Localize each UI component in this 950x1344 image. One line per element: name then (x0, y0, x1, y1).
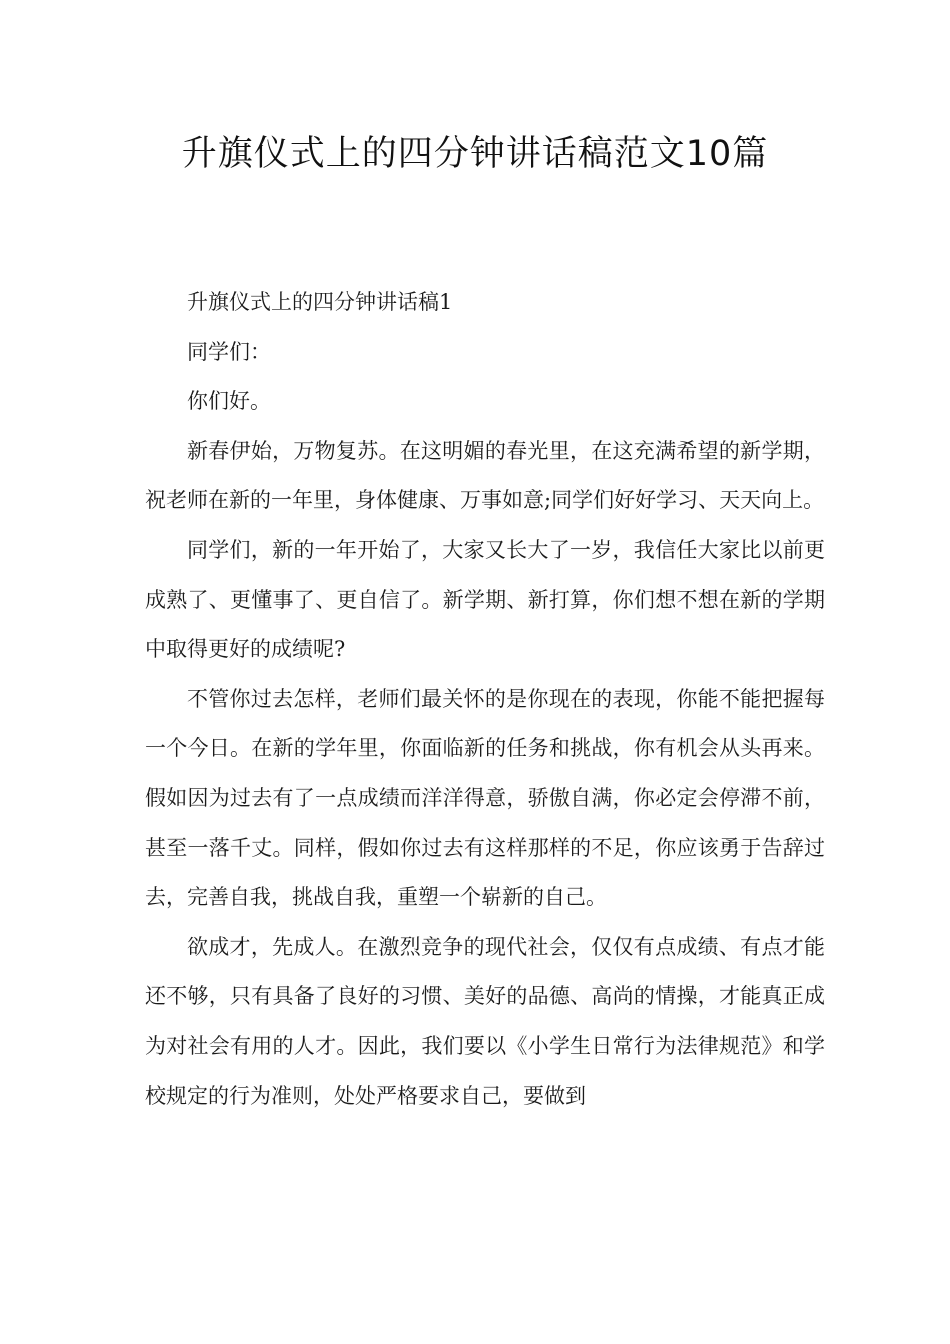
paragraph: 同学们，新的一年开始了，大家又长大了一岁，我信任大家比以前更成熟了、更懂事了、更自信了。新学期、新打算，你们想不想在新的学期中取得更好的成绩呢? (145, 537, 825, 662)
paragraph: 新春伊始，万物复苏。在这明媚的春光里，在这充满希望的新学期，祝老师在新的一年里，身体健康、万事如意;同学们好好学习、天天向上。 (145, 438, 825, 513)
paragraph: 欲成才，先成人。在激烈竞争的现代社会，仅仅有点成绩、有点才能还不够，只有具备了良好的习惯、美好的品德、高尚的情操，才能真正成为对社会有用的人才。因此，我们要以《小学生日常行为法律规范》和学校规定的行为准则，处处严格要求自己，要做到 (145, 934, 825, 1108)
section-heading: 升旗仪式上的四分钟讲话稿1 (187, 290, 453, 314)
greeting: 你们好。 (187, 389, 271, 414)
paragraph: 不管你过去怎样，老师们最关怀的是你现在的表现，你能不能把握每一个今日。在新的学年里，你面临新的任务和挑战，你有机会从头再来。假如因为过去有了一点成绩而洋洋得意，骄傲自满，你必定会停滞不前，甚至一落千丈。同样，假如你过去有这样那样的不足，你应该勇于告辞过去，完善自我，挑战自我，重塑一个崭新的自己。 (145, 686, 825, 910)
document-title: 升旗仪式上的四分钟讲话稿范文10篇 (181, 134, 769, 174)
salutation: 同学们： (187, 339, 271, 364)
document-body (145, 278, 825, 1121)
